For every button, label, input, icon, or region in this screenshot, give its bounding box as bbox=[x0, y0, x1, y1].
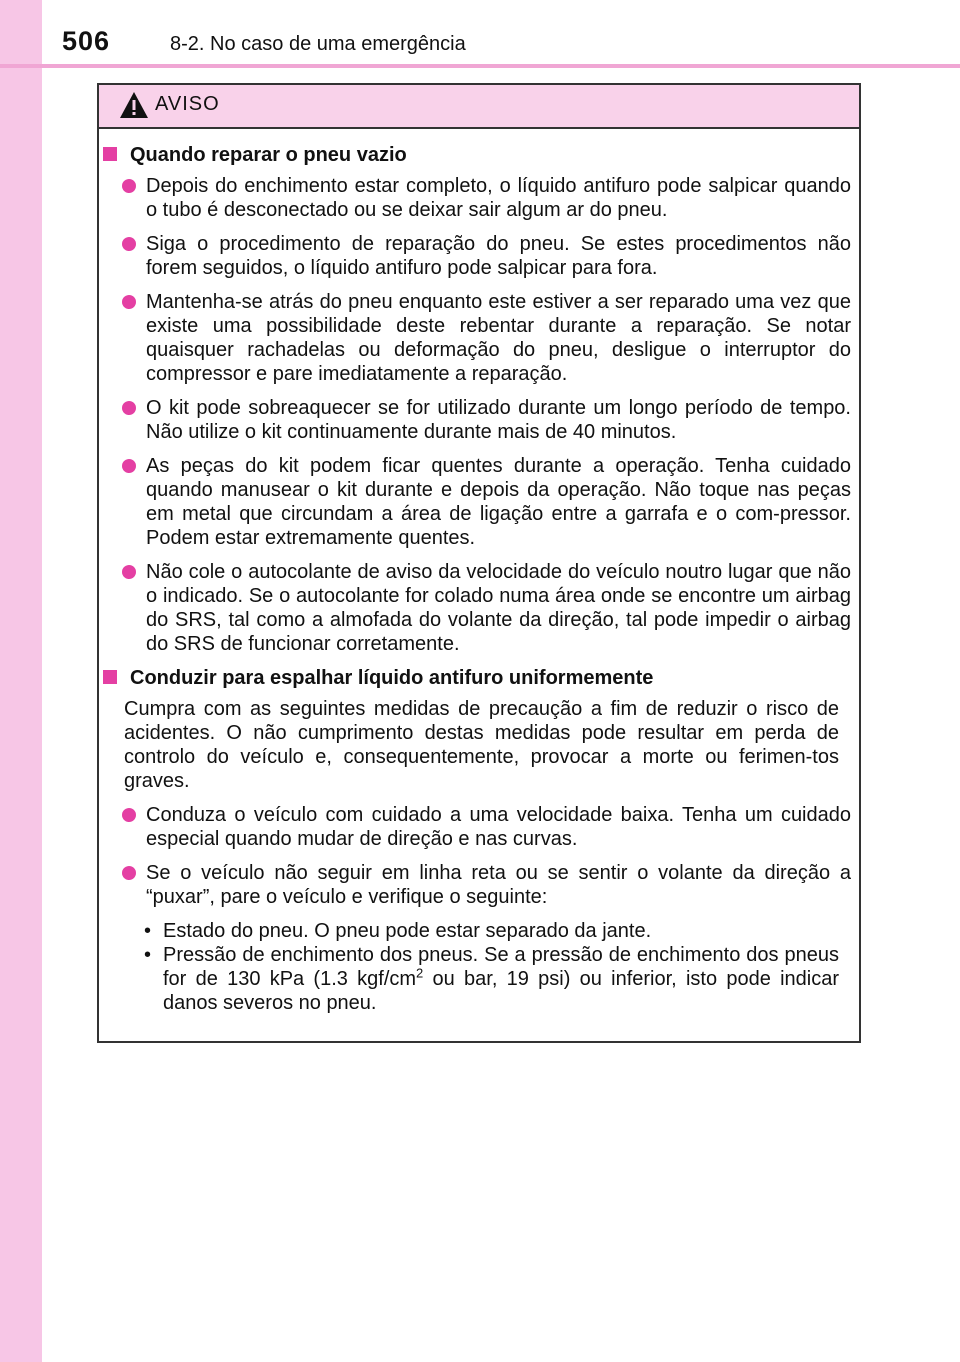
bullet-item: Não cole o autocolante de aviso da velocidade do veículo noutro lugar que não o indicado. Se o autocolante for colado numa área onde se encontre um airbag do SRS, tal como a almofada do volante da direção, tal pode impedir o airbag do SRS de funcionar corretamente. bbox=[99, 560, 851, 656]
square-bullet-icon bbox=[103, 147, 117, 161]
bullet-item: Depois do enchimento estar completo, o líquido antifuro pode salpicar quando o tubo é desconectado ou se deixar sair algum ar do pneu. bbox=[99, 174, 851, 222]
sub-bullet-marker: • bbox=[144, 944, 152, 966]
circle-bullet-icon bbox=[122, 295, 136, 309]
section-title: 8-2. No caso de uma emergência bbox=[170, 33, 466, 55]
intro-paragraph: Cumpra com as seguintes medidas de precaução a fim de reduzir o risco de acidentes. O não cumprimento destas medidas pode resultar em perda de controlo do veículo e, consequentemente, provocar a morte ou ferimen-tos graves. bbox=[124, 698, 839, 792]
superscript: 2 bbox=[416, 965, 424, 981]
header-rule bbox=[0, 64, 960, 68]
section-heading: Quando reparar o pneu vazio bbox=[99, 143, 851, 167]
warning-content bbox=[99, 143, 859, 1015]
warning-box bbox=[97, 83, 861, 1043]
page-number: 506 bbox=[62, 26, 111, 56]
circle-bullet-icon bbox=[122, 401, 136, 415]
page-header bbox=[0, 0, 960, 66]
bullet-item: As peças do kit podem ficar quentes durante a operação. Tenha cuidado quando manusear o kit durante e depois da operação. Não toque nas peças em metal que circundam a área de ligação entre a garrafa e o com-pressor. Podem estar extremamente quentes. bbox=[99, 454, 851, 550]
warning-triangle-icon bbox=[119, 91, 149, 119]
circle-bullet-icon bbox=[122, 179, 136, 193]
bullet-item: Mantenha-se atrás do pneu enquanto este estiver a ser reparado uma vez que existe uma possibilidade deste rebentar durante a reparação. Se notar quaisquer rachadelas ou deformação do pneu, desligue o interruptor do compressor e pare imediatamente a reparação. bbox=[99, 290, 851, 386]
bullet-item: Se o veículo não seguir em linha reta ou se sentir o volante da direção a “puxar”, pare o veículo e verifique o seguinte: bbox=[99, 861, 851, 909]
circle-bullet-icon bbox=[122, 808, 136, 822]
sub-item: • Pressão de enchimento dos pneus. Se a pressão de enchimento dos pneus for de 130 kPa (1.3 kgf/$cm^2$ ou bar, 19 psi) ou inferior, isto pode indicar danos severos no pneu. bbox=[144, 944, 840, 1014]
bullet-item: Siga o procedimento de reparação do pneu. Se estes procedimentos não forem seguidos, o líquido antifuro pode salpicar para fora. bbox=[99, 232, 851, 280]
circle-bullet-icon bbox=[122, 866, 136, 880]
circle-bullet-icon bbox=[122, 237, 136, 251]
circle-bullet-icon bbox=[122, 565, 136, 579]
sub-bullet-marker: • bbox=[144, 920, 152, 942]
section-heading: Conduzir para espalhar líquido antifuro uniformemente bbox=[99, 666, 851, 690]
warning-header bbox=[99, 85, 859, 129]
sub-item: • Estado do pneu. O pneu pode estar separado da jante. bbox=[144, 920, 652, 942]
warning-title: AVISO bbox=[155, 93, 220, 115]
bullet-item: O kit pode sobreaquecer se for utilizado durante um longo período de tempo. Não utilize o kit continuamente durante mais de 40 minutos. bbox=[99, 396, 851, 444]
circle-bullet-icon bbox=[122, 459, 136, 473]
side-color-bar bbox=[0, 0, 42, 1362]
sub-list bbox=[99, 919, 851, 1015]
bullet-item: Conduza o veículo com cuidado a uma velocidade baixa. Tenha um cuidado especial quando mudar de direção e nas curvas. bbox=[99, 803, 851, 851]
square-bullet-icon bbox=[103, 670, 117, 684]
